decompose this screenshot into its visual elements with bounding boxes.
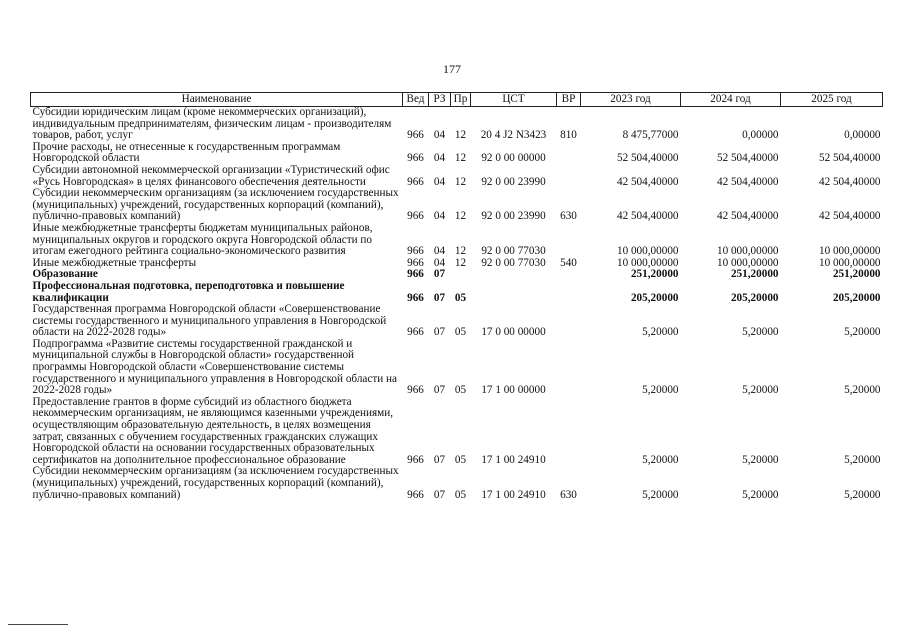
cell-name: Иные межбюджетные трансферты <box>32 256 197 269</box>
cell-pr: 12 <box>454 245 467 258</box>
table-row <box>31 466 883 501</box>
cell-vr <box>557 165 581 188</box>
cell-vr: 630 <box>560 488 577 501</box>
cell-vr <box>557 397 581 467</box>
cell-2024: 10 000,00000 <box>716 245 779 258</box>
cell-pr: 05 <box>454 453 467 466</box>
cell-vr <box>557 281 581 304</box>
cell-rz: 04 <box>433 245 446 258</box>
cell-2024: 42 504,40000 <box>716 210 779 223</box>
cell-name: Субсидии автономной некоммерческой организации «Туристический офис «Русь Новгородская» в целях финансового обеспечения деятельности <box>32 163 390 188</box>
cell-2023: 8 475,77000 <box>622 129 679 142</box>
cell-rz: 04 <box>433 210 446 223</box>
cell-2023: 5,20000 <box>642 488 679 501</box>
cell-pr: 05 <box>454 384 467 397</box>
cell-cst: 92 0 00 77030 <box>481 256 546 269</box>
cell-2025: 5,20000 <box>844 326 881 339</box>
cell-2025: 42 504,40000 <box>818 210 881 223</box>
cell-cst: 17 1 00 24910 <box>481 453 546 466</box>
cell-2023: 5,20000 <box>642 384 679 397</box>
cell-2023: 10 000,00000 <box>616 256 679 269</box>
cell-2025: 5,20000 <box>844 453 881 466</box>
cell-name: Субсидии некоммерческим организациям (за исключением государственных (муниципальных) учреждений, государственных корпораций (компаний), публично-правовых компаний) <box>32 465 399 501</box>
cell-pr: 12 <box>454 152 467 165</box>
header-cst: ЦСТ <box>471 93 557 107</box>
cell-rz: 04 <box>433 129 446 142</box>
cell-2024: 251,20000 <box>730 268 779 281</box>
cell-cst: 17 0 00 00000 <box>481 326 546 339</box>
cell-rz: 04 <box>433 152 446 165</box>
cell-ved: 966 <box>407 453 424 466</box>
cell-2025: 52 504,40000 <box>818 152 881 165</box>
cell-2025: 5,20000 <box>844 488 881 501</box>
cell-pr: 12 <box>454 175 467 188</box>
cell-2023: 42 504,40000 <box>616 175 679 188</box>
cell-vr <box>557 304 581 339</box>
cell-cst: 92 0 00 23990 <box>481 175 546 188</box>
cell-2024: 5,20000 <box>742 384 779 397</box>
cell-cst <box>471 281 557 304</box>
cell-pr <box>451 269 471 281</box>
cell-ved: 966 <box>407 256 424 269</box>
header-ved: Вед <box>403 93 429 107</box>
table-row <box>31 223 883 258</box>
table-body <box>31 107 883 502</box>
header-2025: 2025 год <box>781 93 883 107</box>
cell-2024: 5,20000 <box>742 326 779 339</box>
cell-ved: 966 <box>407 129 424 142</box>
cell-2025: 5,20000 <box>844 384 881 397</box>
header-vr: ВР <box>557 93 581 107</box>
page-number: 177 <box>443 62 461 76</box>
cell-2025: 205,20000 <box>832 291 881 304</box>
cell-name: Профессиональная подготовка, переподготовка и повышение квалификации <box>32 279 345 304</box>
cell-2023: 5,20000 <box>642 453 679 466</box>
table-row <box>31 165 883 188</box>
cell-cst <box>471 269 557 281</box>
cell-2024: 5,20000 <box>742 453 779 466</box>
cell-name: Образование <box>32 268 98 281</box>
cell-pr: 12 <box>454 210 467 223</box>
cell-2025: 42 504,40000 <box>818 175 881 188</box>
cell-rz: 04 <box>433 175 446 188</box>
cell-name: Субсидии некоммерческим организациям (за исключением государственных (муниципальных) учреждений, государственных корпораций (компаний), публично-правовых компаний) <box>32 187 399 223</box>
cell-rz: 07 <box>433 326 446 339</box>
cell-cst: 20 4 J2 N3423 <box>480 129 547 142</box>
cell-vr: 810 <box>560 129 577 142</box>
cell-ved: 966 <box>407 175 424 188</box>
cell-name: Прочие расходы, не отнесенные к государственным программам Новгородской области <box>32 140 341 165</box>
cell-2023: 10 000,00000 <box>616 245 679 258</box>
cell-vr <box>557 223 581 258</box>
cell-ved: 966 <box>407 326 424 339</box>
cell-2025: 0,00000 <box>844 129 881 142</box>
cell-2024: 10 000,00000 <box>716 256 779 269</box>
cell-cst: 92 0 00 77030 <box>481 245 546 258</box>
footer-rule <box>8 624 68 625</box>
cell-pr: 05 <box>454 488 467 501</box>
cell-vr <box>557 269 581 281</box>
cell-2023: 42 504,40000 <box>616 210 679 223</box>
cell-2024: 52 504,40000 <box>716 152 779 165</box>
cell-ved: 966 <box>407 291 424 304</box>
cell-2023: 52 504,40000 <box>616 152 679 165</box>
cell-name: Предоставление грантов в форме субсидий из областного бюджета некоммерческим организациям, не являющимся казенными учреждениями, осуществляющим образовательную деятельность, в целях возмещения затрат, связанных с обучением государственных гражданских служащих Новгородской области на основании государственных образовательных сертификатов на дополнительное профессиональное образование <box>32 395 393 466</box>
table-row <box>31 188 883 223</box>
header-rz: РЗ <box>429 93 451 107</box>
cell-rz: 04 <box>433 256 446 269</box>
cell-2024: 5,20000 <box>742 488 779 501</box>
cell-rz: 07 <box>433 488 446 501</box>
table-row <box>31 142 883 165</box>
cell-vr: 630 <box>560 210 577 223</box>
cell-ved: 966 <box>407 152 424 165</box>
cell-2023: 5,20000 <box>642 326 679 339</box>
cell-rz: 07 <box>433 453 446 466</box>
cell-ved: 966 <box>407 488 424 501</box>
header-2024: 2024 год <box>681 93 781 107</box>
cell-cst: 92 0 00 23990 <box>481 210 546 223</box>
table-row <box>31 281 883 304</box>
cell-name: Субсидии юридическим лицам (кроме некоммерческих организаций), индивидуальным предпринимателям, физическим лицам - производителям товаров, работ, услуг <box>32 106 392 142</box>
cell-cst: 17 1 00 00000 <box>481 384 546 397</box>
cell-2023: 205,20000 <box>630 291 679 304</box>
header-2023: 2023 год <box>581 93 681 107</box>
cell-vr <box>557 339 581 397</box>
cell-2024: 205,20000 <box>730 291 779 304</box>
cell-ved: 966 <box>407 210 424 223</box>
cell-rz: 07 <box>433 268 446 281</box>
table-row <box>31 107 883 142</box>
cell-pr: 05 <box>454 326 467 339</box>
cell-cst: 17 1 00 24910 <box>481 488 546 501</box>
cell-2023: 251,20000 <box>630 268 679 281</box>
table-row <box>31 339 883 397</box>
cell-2024: 0,00000 <box>742 129 779 142</box>
cell-name: Подпрограмма «Развитие системы государственной гражданской и муниципальной службы в Новгородской области» государственной программы Новгородской области «Совершенствование системы государственного и муниципального управления в Новгородской области на 2022-2028 годы» <box>32 337 397 397</box>
cell-rz: 07 <box>433 384 446 397</box>
cell-pr: 12 <box>454 256 467 269</box>
cell-2025: 251,20000 <box>832 268 881 281</box>
cell-rz: 07 <box>433 291 446 304</box>
table-row <box>31 304 883 339</box>
cell-cst: 92 0 00 00000 <box>481 152 546 165</box>
cell-name: Государственная программа Новгородской области «Совершенствование системы государственного и муниципального управления в Новгородской области на 2022-2028 годы» <box>32 303 387 339</box>
cell-ved: 966 <box>407 245 424 258</box>
cell-pr: 12 <box>454 129 467 142</box>
cell-2025: 10 000,00000 <box>818 245 881 258</box>
header-pr: Пр <box>451 93 471 107</box>
cell-2024: 42 504,40000 <box>716 175 779 188</box>
budget-table <box>30 92 883 501</box>
cell-ved: 966 <box>407 384 424 397</box>
cell-2025: 10 000,00000 <box>818 256 881 269</box>
table-row <box>31 397 883 467</box>
header-name: Наименование <box>31 93 403 107</box>
cell-vr: 540 <box>560 256 577 269</box>
cell-name: Иные межбюджетные трансферты бюджетам муниципальных районов, муниципальных округов и городского округа Новгородской области по итогам ежегодного рейтинга социально-экономического развития <box>32 221 373 258</box>
cell-ved: 966 <box>407 268 424 281</box>
table-header-row <box>31 93 883 107</box>
cell-vr <box>557 142 581 165</box>
cell-pr: 05 <box>454 291 467 304</box>
